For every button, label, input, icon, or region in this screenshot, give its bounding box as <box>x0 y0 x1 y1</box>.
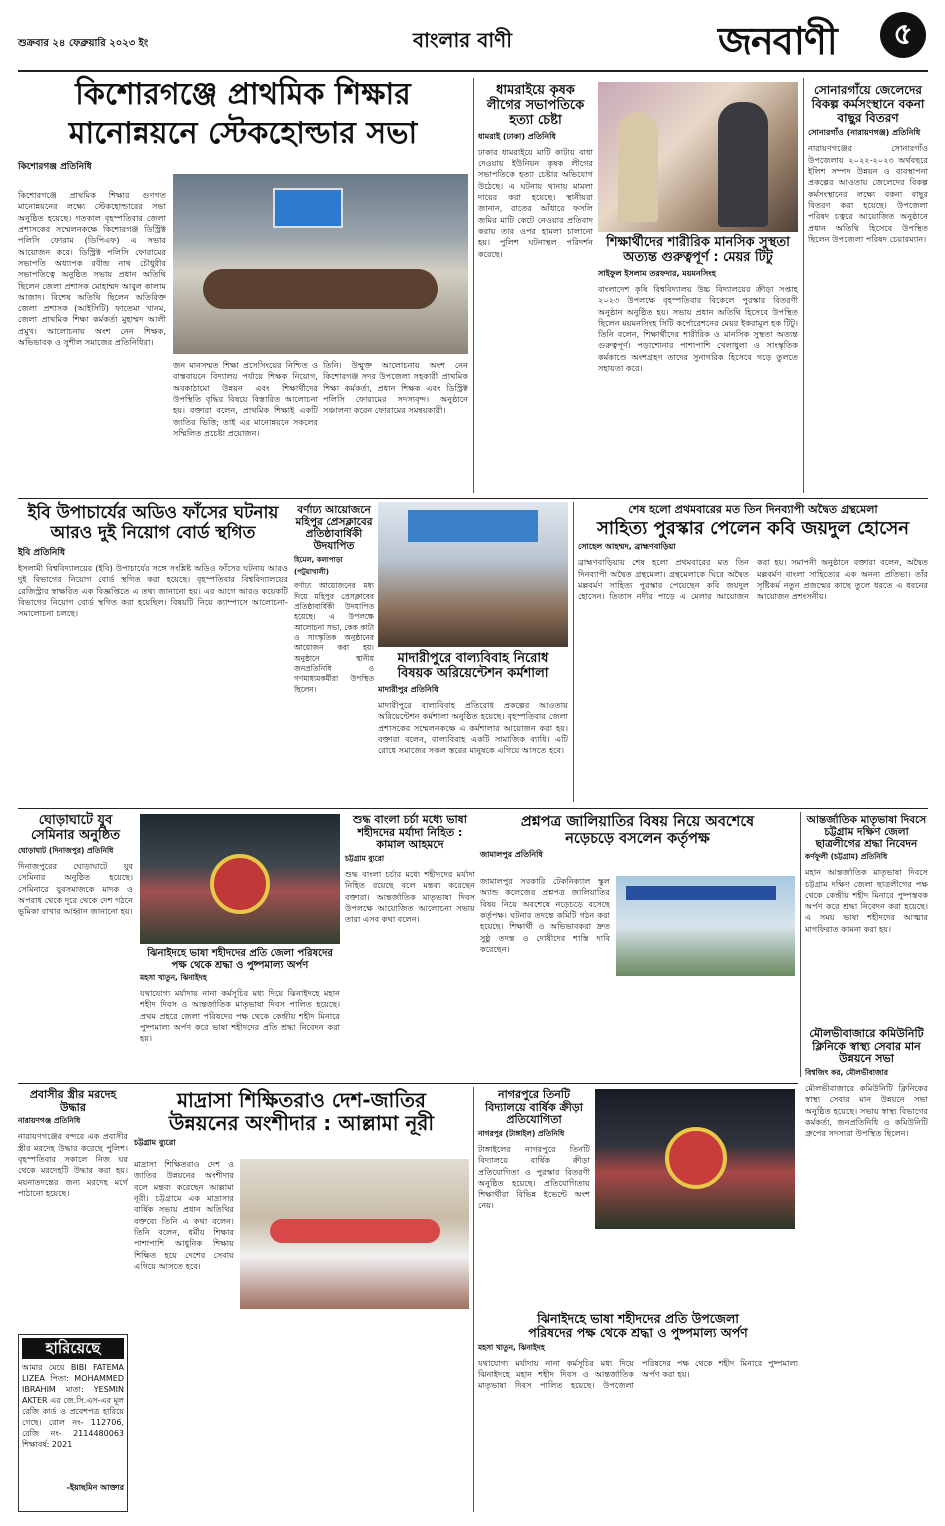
story-6-body: জামালপুর সরকারি টেকনিক্যাল স্কুল অ্যান্ড কলেজের প্রশ্নপত্র জালিয়াতির বিষয় নিয়ে অবশেষে নড়েচড়ে বসেছে কর্তৃপক্ষ। ঘটনার তদন্তে কমিটি গঠন করা হয়েছে। শিক্ষার্থী ও অভিভাবকরা দ্রুত সুষ্ঠু তদন্ত ও দোষীদের শাস্তি দাবি করেছেন। <box>480 876 610 954</box>
story-4-headline-1: মাদারীপুরে বাল্যবিবাহ নিরোধ <box>397 651 549 666</box>
brief-9-headline: নাগরপুরে তিনটি বিদ্যালয়ে বার্ষিক ক্রীড়া প্রতিযোগিতা <box>485 1088 583 1127</box>
brief-4-body: দিনাজপুরের ঘোড়াঘাটে যুব সেমিনার অনুষ্ঠিত হয়েছে। সেমিনারে যুবসমাজকে মাদক ও অপরাধ থেকে দূরে থেকে দেশ গঠনে ভূমিকা রাখার আহ্বান জানানো হয়। <box>18 860 133 917</box>
brief-6-headline: আন্তর্জাতিক মাতৃভাষা দিবসে চট্টগ্রাম দক্ষিণ জেলা ছাত্রলীগের শ্রদ্ধা নিবেদন <box>806 814 927 851</box>
brief-3-byline: হিমেল, কলাপাড়া (পটুয়াখালী) <box>294 556 343 577</box>
story-question-paper <box>480 814 795 1079</box>
story-jhenaidah-upazila <box>478 1312 798 1512</box>
madrasa-photo <box>240 1159 469 1309</box>
brief-5-headline: শুদ্ধ বাংলা চর্চা মধ্যে ভাষা শহীদদের মর্যাদা নিহিত : কামাল আহমদে <box>353 813 467 852</box>
column-divider <box>473 1087 474 1512</box>
story-9-headline-2: পরিষদের পক্ষ থেকে শ্রদ্ধা ও পুষ্পমাল্য অর্পণ <box>528 1325 748 1341</box>
lost-notice <box>18 1334 128 1512</box>
jhenaidah-zila-photo <box>140 814 340 944</box>
story-jhenaidah-zila <box>140 948 340 1078</box>
masthead-logo <box>718 12 928 64</box>
brief-bangla <box>345 814 475 1079</box>
brief-mother-language <box>805 814 928 1024</box>
story-6-headline-1: প্রশ্নপত্র জালিয়াতির বিষয় নিয়ে অবশেষে <box>520 814 755 830</box>
story-5-kicker: শেষ হলো প্রথমবারের মত তিন দিনব্যাপী অদ্বৈত গ্রন্থমেলা <box>628 503 878 516</box>
brief-moulvibazar <box>805 1028 928 1508</box>
brief-6-body: মহান আন্তর্জাতিক মাতৃভাষা দিবসে চট্টগ্রাম দক্ষিণ জেলা ছাত্রলীগের পক্ষ থেকে কেন্দ্রীয় শহীদ মিনারে পুষ্পস্তবক অর্পণ করে শ্রদ্ধা নিবেদন করা হয়েছে। এ সময় ভাষা শহীদদের আত্মার মাগফিরাত কামনা করা হয়। <box>805 867 928 934</box>
lead-body-col1: কিশোরগঞ্জে প্রাথমিক শিক্ষার গুণগত মানোন্নয়নের লক্ষ্যে স্টেকহোল্ডারের সভা অনুষ্ঠিত হয়েছে। গতকাল বৃহস্পতিবার জেলা প্রশাসকের সম্মেলনকক্ষে কিশোরগঞ্জ ডিস্ট্রিক্ট পলিসি ফোরাম (ডিপিএফ) এ সভার আয়োজন করে। ডিস্ট্রিক্ট পলিসি ফোরামের সভাপতি অধ্যাপক রবীন্দ্র নাথ চৌধুরীর সভাপতিত্বে অনুষ্ঠিত সভায় প্রধান অতিথি ছিলেন জেলা প্রশাসক মোহাম্মদ আবুল কালাম আজাদ। বিশেষ অতিথি ছিলেন অতিরিক্ত জেলা প্রশাসক (আইসিটি) ফাতেমা খানম, জেলা প্রাথমিক শিক্ষা কর্মকর্তা মুহাম্মদ আলী প্রমুখ। আলোচনায় অংশ নেন শিক্ষক, অভিভাবক ও সুশীল সমাজের প্রতিনিধিরা। <box>18 190 166 348</box>
brief-9-byline: নাগরপুর (টাঙ্গাইল) প্রতিনিধি <box>478 1128 565 1138</box>
madaripur-photo <box>378 502 568 647</box>
student-figure <box>618 112 658 222</box>
story-8-headline-2: উন্নয়নের অংশীদার : আল্লামা নূরী <box>168 1111 435 1135</box>
brief-3-body: বর্ণাঢ্য আয়োজনের মধ্য দিয়ে মহিপুর প্রেসক্লাবের প্রতিষ্ঠাবার্ষিকী উদযাপিত হয়েছে। এ উপলক্ষে আলোচনা সভা, কেক কাটা ও সাংস্কৃতিক অনুষ্ঠানের আয়োজন করা হয়। অনুষ্ঠানে স্থানীয় জনপ্রতিনিধি ও গণমাধ্যমকর্মীরা উপস্থিত ছিলেন। <box>294 581 374 694</box>
brief-5-byline: চট্টগ্রাম ব্যুরো <box>345 853 385 863</box>
brief-nagarpur <box>478 1089 590 1309</box>
story-8-byline: চট্টগ্রাম ব্যুরো <box>134 1138 176 1147</box>
brief-1-headline: ধামরাইয়ে কৃষক লীগের সভাপতিকে হত্যা চেষ্টা <box>486 83 585 128</box>
brief-ghoraghat <box>18 814 133 1079</box>
brief-2-byline: সোনারগাঁও (নারায়ণগঞ্জ) প্রতিনিধি <box>808 128 921 138</box>
story-3-byline: ইবি প্রতিনিধি <box>18 548 66 559</box>
story-4-byline: মাদারীপুর প্রতিনিধি <box>378 684 439 694</box>
brief-expatriate <box>18 1089 128 1329</box>
projector-screen <box>273 188 343 228</box>
brief-5-body: শুদ্ধ বাংলা চর্চার মধ্যে শহীদদের মর্যাদা নিহিত রয়েছে বলে মন্তব্য করেছেন বক্তারা। আন্তর্জাতিক মাতৃভাষা দিবস উপলক্ষে আয়োজিত আলোচনা সভায় তারা এসব কথা বলেন। <box>345 868 475 925</box>
lead-body-col2: জন মানসম্মত শিক্ষা প্রসেসিংয়ের নিশ্চিত ও বাস্তবায়নে বিদ্যালয় পর্যায়ে শিক্ষক নিয়োগ, অবকাঠামো উন্নয়ন এবং শিক্ষার্থীদের উপস্থিতি বৃদ্ধির বিষয়ে বিস্তারিত আলোচনা হয়। বক্তারা বলেন, প্রাথমিক শিক্ষাই একটি জাতির ভিত্তি; তাই এর মানোন্নয়নে সকলের সম্মিলিত প্রচেষ্টা প্রয়োজন। <box>173 360 318 438</box>
brief-4-headline: ঘোড়াঘাটে যুব সেমিনার অনুষ্ঠিত <box>31 813 120 843</box>
wreath <box>210 854 270 914</box>
brief-2-body: নারায়ণগঞ্জের সোনারগাঁও উপজেলায় ২০২২-২০২৩ অর্থবছরে ইলিশ সম্পদ উন্নয়ন ও ব্যবস্থাপনা প্রকল্পের আওতায় জেলেদের বিকল্প কর্মসংস্থানের লক্ষ্যে বকনা বাছুর বিতরণ করা হয়েছে। উপজেলা পরিষদ চত্বরে আয়োজিত অনুষ্ঠানে প্রধান অতিথি হিসেবে উপস্থিত ছিলেন উপজেলা পরিষদ চেয়ারম্যান। <box>808 143 928 244</box>
brief-3-headline: বর্ণাঢ্য আয়োজনে মহিপুর প্রেসক্লাবের প্রতিষ্ঠাবার্ষিকী উদযাপিত <box>295 504 373 553</box>
section-rule <box>18 1083 798 1084</box>
story-4-body: মাদারীপুরে বাল্যবিবাহ প্রতিরোধ প্রকল্পের আওতায় অরিয়েন্টেশন কর্মশালা অনুষ্ঠিত হয়েছে। বৃহস্পতিবার জেলা প্রশাসকের সম্মেলনকক্ষে এ কর্মশালার আয়োজন করা হয়। বক্তারা বলেন, বাল্যবিবাহ একটি সামাজিক ব্যাধি। এটি রোধে সমাজের সকল স্তরের মানুষকে এগিয়ে আসতে হবে। <box>378 699 568 756</box>
mayor-photo <box>598 82 798 232</box>
lead-byline: কিশোরগঞ্জ প্রতিনিধি <box>18 162 92 172</box>
story-literature <box>578 504 928 804</box>
story-3-body: ইসলামী বিশ্ববিদ্যালয়ের (ইবি) উপাচার্যের সঙ্গে সংশ্লিষ্ট অডিও ফাঁসের ঘটনায় আরও দুই বিভাগের নিয়োগ বোর্ড স্থগিত করা হয়েছে। বৃহস্পতিবার বিশ্ববিদ্যালয়ের রেজিস্ট্রার স্বাক্ষরিত এক বিজ্ঞপ্তিতে এ তথ্য জানানো হয়। এর আগে আরও কয়েকটি বিভাগের নিয়োগ বোর্ড স্থগিত করা হয়েছিল। বিষয়টি নিয়ে ক্যাম্পাসে আলোচনা-সমালোচনা চলছে। <box>18 563 288 619</box>
school-photo <box>616 876 795 976</box>
lost-notice-signature: -ইয়াছমিন আক্তার <box>66 1483 124 1493</box>
story-8-headline-1: মাদ্রাসা শিক্ষিতরাও দেশ-জাতির <box>176 1088 427 1112</box>
story-2-body: বাংলাদেশ কৃষি বিশ্ববিদ্যালয় উচ্চ বিদ্যালয়ের ক্রীড়া সপ্তাহ ২০২৩ উপলক্ষে বৃহস্পতিবার বিকেলে পুরস্কার বিতরণী অনুষ্ঠান অনুষ্ঠিত হয়। সভায় প্রধান অতিথি হিসেবে উপস্থিত ছিলেন ময়মনসিংহ সিটি কর্পোরেশনের মেয়র ইকরামুল হক টিটু। তিনি বলেন, শিক্ষার্থীদের শারীরিক ও মানসিক সুস্থতা অত্যন্ত গুরুত্বপূর্ণ। পড়াশোনার পাশাপাশি খেলাধুলা ও সাংস্কৃতিক কর্মকাণ্ডে অংশগ্রহণ তাদের সুনাগরিক হিসেবে গড়ে তুলতে সহায়তা করে। <box>598 283 798 374</box>
story-5-body: ব্রাহ্মণবাড়িয়ায় শেষ হলো প্রথমবারের মত তিন দিনব্যাপী অদ্বৈত গ্রন্থমেলা। গ্রন্থমেলাকে ঘিরে অদ্বৈত মল্লবর্মণ সাহিত্য পুরস্কার পেয়েছেন কবি জয়দুল হোসেন। তিতাস নদীর পাড়ে এ মেলার আয়োজন করা হয়। সমাপনী অনুষ্ঠানে বক্তারা বলেন, অদ্বৈত মল্লবর্মণ বাংলা সাহিত্যের এক অনন্য প্রতিভা। তাঁর সৃষ্টিকর্ম নতুন প্রজন্মের কাছে তুলে ধরতে এ ধরনের আয়োজন প্রশংসনীয়। <box>578 557 928 602</box>
brief-sonargaon <box>808 84 928 494</box>
jhenaidah-upazila-photo <box>595 1089 795 1229</box>
masthead-section: বাংলার বাণী <box>413 28 512 52</box>
column-divider <box>573 502 574 802</box>
column-divider <box>473 78 474 493</box>
brief-2-headline: সোনারগাঁয়ে জেলেদের বিকল্প কর্মসংস্থানে বকনা বাছুর বিতরণ <box>811 83 925 125</box>
brief-7-body: মৌলভীবাজারে কমিউনিটি ক্লিনিকের স্বাস্থ্য সেবার মান উন্নয়নে সভা অনুষ্ঠিত হয়েছে। সভায় স্বাস্থ্য বিভাগের কর্মকর্তা, জনপ্রতিনিধি ও কমিউনিটি গ্রুপের সদস্যরা উপস্থিত ছিলেন। <box>805 1082 928 1139</box>
brief-dhamrai <box>478 84 593 494</box>
story-iu <box>18 504 288 806</box>
conference-table <box>203 269 438 309</box>
section-rule <box>18 498 928 499</box>
story-2-headline-2: অত্যন্ত গুরুত্বপূর্ণ : মেয়র টিটু <box>623 249 773 265</box>
section-rule <box>18 808 928 809</box>
page-number: ৫ <box>893 17 913 52</box>
story-9-body: যথাযোগ্য মর্যাদায় নানা কর্মসূচির মধ্য দিয়ে ঝিনাইদহে মহান শহীদ দিবস ও আন্তর্জাতিক মাতৃভাষা দিবস পালিত হয়েছে। উপজেলা পরিষদের পক্ষ থেকে শহীদ মিনারে পুষ্পমাল্য অর্পণ করা হয়। <box>478 1357 798 1391</box>
story-7-headline-1: ঝিনাইদহে ভাষা শহীদদের প্রতি জেলা পরিষদের <box>147 948 333 959</box>
lead-headline-2: মানোন্নয়নে স্টেকহোল্ডার সভা <box>68 115 418 151</box>
lead-photo <box>173 174 468 354</box>
lead-headline-1: কিশোরগঞ্জে প্রাথমিক শিক্ষার <box>75 77 411 112</box>
story-9-byline: মহসা খাতুন, ঝিনাইদহ <box>478 1342 545 1352</box>
lost-notice-title: হারিয়েছে <box>22 1338 124 1359</box>
masthead-rule <box>18 70 928 72</box>
brief-8-headline: প্রবাসীর স্ত্রীর মরদেহ উদ্ধার <box>29 1088 117 1114</box>
story-5-headline: সাহিত্য পুরস্কার পেলেন কবি জয়দুল হোসেন <box>596 517 910 539</box>
brief-7-headline: মৌলভীবাজারে কমিউনিটি ক্লিনিকে স্বাস্থ্য সেবার মান উন্নয়নে সভা <box>809 1027 924 1066</box>
story-madaripur <box>378 652 568 804</box>
brief-7-byline: বিশ্বজিৎ কর, মৌলভীবাজার <box>805 1067 888 1077</box>
story-6-byline: জামালপুর প্রতিনিধি <box>480 850 543 860</box>
mayor-figure <box>718 102 768 227</box>
page-number-badge <box>880 12 926 58</box>
lost-notice-body: আমার মেয়ে BIBI FATEMA LIZEA পিতা: MOHAMMED IBRAHIM মাতা: YESMIN AKTER এর জে.সি.এস-এর মূল রেজি কার্ড ও প্রবেশপত্র হারিয়ে গেছে। রোল নং- 112706, রেজি নং- 2114480063 শিক্ষাবর্ষ: 2021 <box>22 1363 124 1450</box>
banner <box>408 510 538 542</box>
masthead <box>18 8 928 68</box>
story-2-headline-1: শিক্ষার্থীদের শারীরিক মানসিক সুস্থতা <box>606 235 790 250</box>
story-5-byline: সোহেল আহম্মদ, ব্রাহ্মণবাড়িয়া <box>578 542 676 552</box>
story-7-body: যথাযোগ্য মর্যাদায় নানা কর্মসূচির মধ্য দিয়ে ঝিনাইদহে মহান শহীদ দিবস ও আন্তর্জাতিক মাতৃভাষা দিবস পালিত হয়েছে। প্রথম প্রহরে জেলা পরিষদের পক্ষ থেকে কেন্দ্রীয় শহীদ মিনারে পুষ্পমাল্য অর্পণ করে ভাষা শহীদদের প্রতি শ্রদ্ধা নিবেদন করা হয়। <box>140 988 340 1044</box>
flower-garland <box>270 1219 440 1243</box>
story-7-headline-2: পক্ষ থেকে শ্রদ্ধা ও পুষ্পমাল্য অর্পণ <box>171 959 309 971</box>
wreath <box>665 1127 727 1189</box>
masthead-date: শুক্রবার ২৪ ফেব্রুয়ারি ২০২৩ ইং <box>18 38 149 49</box>
lead-body-col3: তিনি। উন্মুক্ত আলোচনায় অংশ নেন কিশোরগঞ্জ সদর উপজেলা সহকারী প্রাথমিক শিক্ষা কর্মকর্তা, প্রধান শিক্ষক এবং ডিস্ট্রিক্ট পলিসি ফোরামের সদস্যবৃন্দ। অনুষ্ঠানে সঞ্চালনা করেন ফোরামের সমন্বয়কারী। <box>323 360 468 416</box>
story-9-headline-1: ঝিনাইদহে ভাষা শহীদদের প্রতি উপজেলা <box>537 1311 739 1326</box>
school-sign <box>626 886 776 900</box>
story-3-headline-2: আরও দুই নিয়োগ বোর্ড স্থগিত <box>50 522 256 543</box>
column-divider <box>800 812 801 1077</box>
story-4-headline-2: বিষয়ক অরিয়েন্টেশন কর্মশালা <box>397 665 549 681</box>
logo-text: জনবাণী <box>718 19 837 63</box>
brief-9-body: টাঙ্গাইলের নাগরপুরে তিনটি বিদ্যালয়ে বার্ষিক ক্রীড়া প্রতিযোগিতা ও পুরস্কার বিতরণী অনুষ্ঠিত হয়েছে। প্রতিযোগিতায় শিক্ষার্থীরা বিভিন্ন ইভেন্টে অংশ নেয়। <box>478 1143 590 1211</box>
story-2-byline: সাইফুল ইসলাম তরফদার, ময়মনসিংহ <box>598 268 716 278</box>
column-divider <box>803 78 804 493</box>
brief-4-byline: ঘোড়াঘাট (দিনাজপুর) প্রতিনিধি <box>18 845 114 855</box>
story-8-body: মাদ্রাসা শিক্ষিতরাও দেশ ও জাতির উন্নয়নের অংশীদার বলে মন্তব্য করেছেন আল্লামা নূরী। চট্টগ্রামে এক মাদ্রাসার বার্ষিক সভায় প্রধান অতিথির বক্তব্যে তিনি এ কথা বলেন। তিনি বলেন, ধর্মীয় শিক্ষার পাশাপাশি আধুনিক শিক্ষায় শিক্ষিত হয়ে দেশের সেবায় এগিয়ে আসতে হবে। <box>134 1159 234 1271</box>
story-mayor <box>598 236 798 494</box>
brief-1-byline: ধামরাই (ঢাকা) প্রতিনিধি <box>478 131 556 141</box>
brief-mohipur <box>294 504 374 804</box>
story-7-byline: মহসা খাতুন, ঝিনাইদহ <box>140 973 207 982</box>
story-madrasa <box>134 1089 469 1514</box>
brief-6-byline: কর্ণফুলী (চট্টগ্রাম) প্রতিনিধি <box>805 852 888 862</box>
brief-8-body: নারায়ণগঞ্জের বন্দরে এক প্রবাসীর স্ত্রীর মরদেহ উদ্ধার করেছে পুলিশ। বৃহস্পতিবার সকালে নিজ ঘর থেকে মরদেহটি উদ্ধার করা হয়। ময়নাতদন্তের জন্য মরদেহ মর্গে পাঠানো হয়েছে। <box>18 1131 128 1198</box>
story-6-headline-2: নড়েচড়ে বসলেন কর্তৃপক্ষ <box>565 830 710 847</box>
story-3-headline-1: ইবি উপাচার্যের অডিও ফাঁসের ঘটনায় <box>27 503 279 523</box>
lead-story <box>18 78 468 493</box>
brief-1-body: ঢাকার ধামরাইয়ে মাটি কাটায় বাধা দেওয়ায় ইউনিয়ন কৃষক লীগের সভাপতিকে হত্যা চেষ্টার অভিযোগ উঠেছে। এ ঘটনায় থানায় মামলা দায়ের করা হয়েছে। স্থানীয়রা জানান, রাতের আঁধারে ফসলি জমির মাটি কেটে নেওয়ার প্রতিবাদ করায় তার ওপর হামলা চালানো হয়। পুলিশ ঘটনাস্থল পরিদর্শন করেছে। <box>478 146 593 259</box>
brief-8-byline: নারায়ণগঞ্জ প্রতিনিধি <box>18 1116 81 1126</box>
